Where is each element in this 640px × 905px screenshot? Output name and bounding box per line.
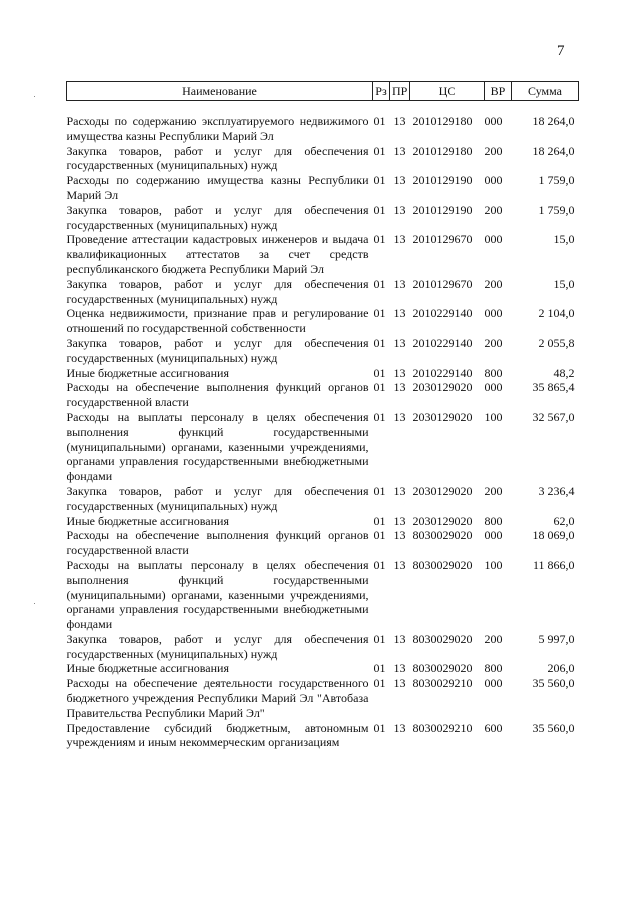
row-pr: 13: [393, 365, 406, 380]
row-rz: 01: [373, 114, 386, 128]
table-row: [67, 306, 579, 336]
row-sum: 11 866,0: [532, 557, 575, 572]
row-vr: 200: [484, 631, 503, 646]
row-name: Иные бюджетные ассигнования: [66, 513, 229, 528]
table-row: [67, 721, 579, 751]
row-sum: 35 865,4: [532, 380, 575, 395]
row-pr: 13: [393, 276, 406, 291]
row-cs: 2010229140: [412, 335, 473, 350]
row-rz: 01: [373, 202, 386, 217]
row-rz: 01: [373, 306, 386, 321]
row-name: Расходы на обеспечение выполнения функций органов государственной власти: [66, 528, 369, 558]
row-name: Расходы на выплаты персоналу в целях обеспечения выполнения функций государственными (муниципальными) органами, казенными учреждениями, органами управления государственными внебюджетными фондами: [66, 557, 369, 632]
row-cs: 8030029210: [412, 676, 473, 691]
row-cs: 2010129180: [412, 143, 473, 158]
table-row: [67, 277, 579, 307]
table-row: [67, 661, 579, 676]
row-cs: 2010129180: [412, 114, 473, 128]
row-rz: 01: [373, 409, 386, 424]
table-row: [67, 101, 579, 144]
table-row: [67, 336, 579, 366]
row-cs: 8030029020: [412, 528, 473, 543]
row-rz: 01: [373, 276, 386, 291]
header-sum: Сумма: [512, 82, 579, 101]
table-row: [67, 173, 579, 203]
row-vr: 000: [484, 528, 503, 543]
row-name: Расходы на выплаты персоналу в целях обеспечения выполнения функций государственными (муниципальными) органами, казенными учреждениями, органами управления государственными внебюджетными фондами: [66, 409, 369, 484]
row-sum: 1 759,0: [538, 173, 575, 188]
row-sum: 35 560,0: [532, 676, 575, 691]
row-name: Закупка товаров, работ и услуг для обеспечения государственных (муниципальных) нужд: [66, 202, 369, 232]
row-vr: 200: [484, 143, 503, 158]
table-row: [67, 380, 579, 410]
scan-speck: [34, 603, 35, 604]
row-vr: 000: [484, 676, 503, 691]
table-row: [67, 484, 579, 514]
row-vr: 000: [484, 114, 503, 128]
row-vr: 200: [484, 483, 503, 498]
row-sum: 18 264,0: [532, 114, 575, 128]
scan-speck: [34, 96, 35, 97]
row-cs: 8030029020: [412, 631, 473, 646]
row-name: Проведение аттестации кадастровых инженеров и выдача квалификационных аттестатов за счет средств республиканского бюджета Республики Марий Эл: [66, 232, 369, 276]
row-sum: 206,0: [547, 661, 575, 676]
row-pr: 13: [393, 335, 406, 350]
row-cs: 8030029020: [412, 557, 473, 572]
row-vr: 200: [484, 335, 503, 350]
table-row: [67, 203, 579, 233]
row-pr: 13: [393, 661, 406, 676]
row-pr: 13: [393, 173, 406, 188]
table-row: [67, 632, 579, 662]
table-row: [67, 676, 579, 720]
row-pr: 13: [393, 143, 406, 158]
row-vr: 800: [484, 513, 503, 528]
row-vr: 800: [484, 661, 503, 676]
table-row: [67, 558, 579, 632]
header-name: Наименование: [67, 82, 373, 101]
row-sum: 15,0: [553, 232, 575, 247]
table-row: [67, 410, 579, 484]
row-cs: 8030029210: [412, 720, 473, 735]
row-name: Закупка товаров, работ и услуг для обеспечения государственных (муниципальных) нужд: [66, 335, 369, 365]
row-sum: 62,0: [553, 513, 575, 528]
row-name: Расходы на обеспечение выполнения функций органов государственной власти: [66, 380, 369, 410]
row-vr: 800: [484, 365, 503, 380]
row-cs: 2030129020: [412, 513, 473, 528]
row-rz: 01: [373, 143, 386, 158]
table-row: [67, 528, 579, 558]
row-cs: 2010129670: [412, 232, 473, 247]
row-vr: 000: [484, 232, 503, 247]
table-row: [67, 144, 579, 174]
row-vr: 600: [484, 720, 503, 735]
row-pr: 13: [393, 232, 406, 247]
table-header-row: [67, 82, 579, 101]
row-sum: 2 104,0: [538, 306, 575, 321]
row-cs: 2010129190: [412, 173, 473, 188]
row-sum: 32 567,0: [532, 409, 575, 424]
row-pr: 13: [393, 483, 406, 498]
row-name: Оценка недвижимости, признание прав и регулирование отношений по государственной собственности: [66, 306, 369, 336]
row-rz: 01: [373, 720, 386, 735]
table-row: [67, 366, 579, 381]
row-vr: 200: [484, 202, 503, 217]
row-pr: 13: [393, 557, 406, 572]
row-vr: 100: [484, 557, 503, 572]
row-pr: 13: [393, 513, 406, 528]
row-cs: 2010129670: [412, 276, 473, 291]
row-rz: 01: [373, 483, 386, 498]
table-row: [67, 232, 579, 276]
page-number: 7: [557, 43, 565, 59]
row-rz: 01: [373, 365, 386, 380]
table-row: [67, 514, 579, 529]
row-rz: 01: [373, 557, 386, 572]
row-vr: 000: [484, 380, 503, 395]
row-name: Расходы по содержанию эксплуатируемого недвижимого имущества казны Республики Марий Эл: [66, 114, 369, 143]
row-cs: 8030029020: [412, 661, 473, 676]
header-vr: ВР: [485, 82, 512, 101]
row-cs: 2030129020: [412, 409, 473, 424]
row-rz: 01: [373, 528, 386, 543]
row-name: Расходы на обеспечение деятельности государственного бюджетного учреждения Республики Марий Эл "Автобаза Правительства Республики Марий Эл": [66, 676, 369, 720]
row-sum: 15,0: [553, 276, 575, 291]
row-pr: 13: [393, 720, 406, 735]
row-rz: 01: [373, 661, 386, 676]
row-rz: 01: [373, 631, 386, 646]
row-sum: 1 759,0: [538, 202, 575, 217]
row-name: Закупка товаров, работ и услуг для обеспечения государственных (муниципальных) нужд: [66, 143, 369, 173]
row-vr: 200: [484, 276, 503, 291]
row-cs: 2030129020: [412, 380, 473, 395]
row-cs: 2010129190: [412, 202, 473, 217]
row-rz: 01: [373, 380, 386, 395]
row-rz: 01: [373, 173, 386, 188]
row-cs: 2010229140: [412, 306, 473, 321]
row-name: Закупка товаров, работ и услуг для обеспечения государственных (муниципальных) нужд: [66, 276, 369, 306]
row-sum: 3 236,4: [538, 483, 575, 498]
row-name: Иные бюджетные ассигнования: [66, 661, 229, 676]
row-sum: 48,2: [553, 365, 575, 380]
row-name: Иные бюджетные ассигнования: [66, 365, 229, 380]
row-vr: 000: [484, 306, 503, 321]
row-name: Предоставление субсидий бюджетным, автономным учреждениям и иным некоммерческим организациям: [66, 720, 369, 750]
row-rz: 01: [373, 676, 386, 691]
row-cs: 2010229140: [412, 365, 473, 380]
header-cs: ЦС: [410, 82, 485, 101]
row-vr: 000: [484, 173, 503, 188]
row-pr: 13: [393, 676, 406, 691]
table-body: [67, 101, 579, 751]
budget-table: [66, 81, 579, 750]
row-pr: 13: [393, 631, 406, 646]
header-pr: ПР: [390, 82, 410, 101]
row-pr: 13: [393, 380, 406, 395]
row-rz: 01: [373, 335, 386, 350]
row-sum: 18 264,0: [532, 143, 575, 158]
row-sum: 5 997,0: [538, 631, 575, 646]
row-sum: 35 560,0: [532, 720, 575, 735]
row-sum: 18 069,0: [532, 528, 575, 543]
row-name: Закупка товаров, работ и услуг для обеспечения государственных (муниципальных) нужд: [66, 631, 369, 661]
row-rz: 01: [373, 513, 386, 528]
row-name: Расходы по содержанию имущества казны Республики Марий Эл: [66, 173, 369, 202]
row-vr: 100: [484, 409, 503, 424]
row-pr: 13: [393, 202, 406, 217]
row-pr: 13: [393, 114, 406, 128]
row-cs: 2030129020: [412, 483, 473, 498]
row-pr: 13: [393, 528, 406, 543]
row-pr: 13: [393, 409, 406, 424]
row-pr: 13: [393, 306, 406, 321]
row-name: Закупка товаров, работ и услуг для обеспечения государственных (муниципальных) нужд: [66, 483, 369, 513]
row-rz: 01: [373, 232, 386, 247]
row-sum: 2 055,8: [538, 335, 575, 350]
header-rz: Рз: [373, 82, 390, 101]
